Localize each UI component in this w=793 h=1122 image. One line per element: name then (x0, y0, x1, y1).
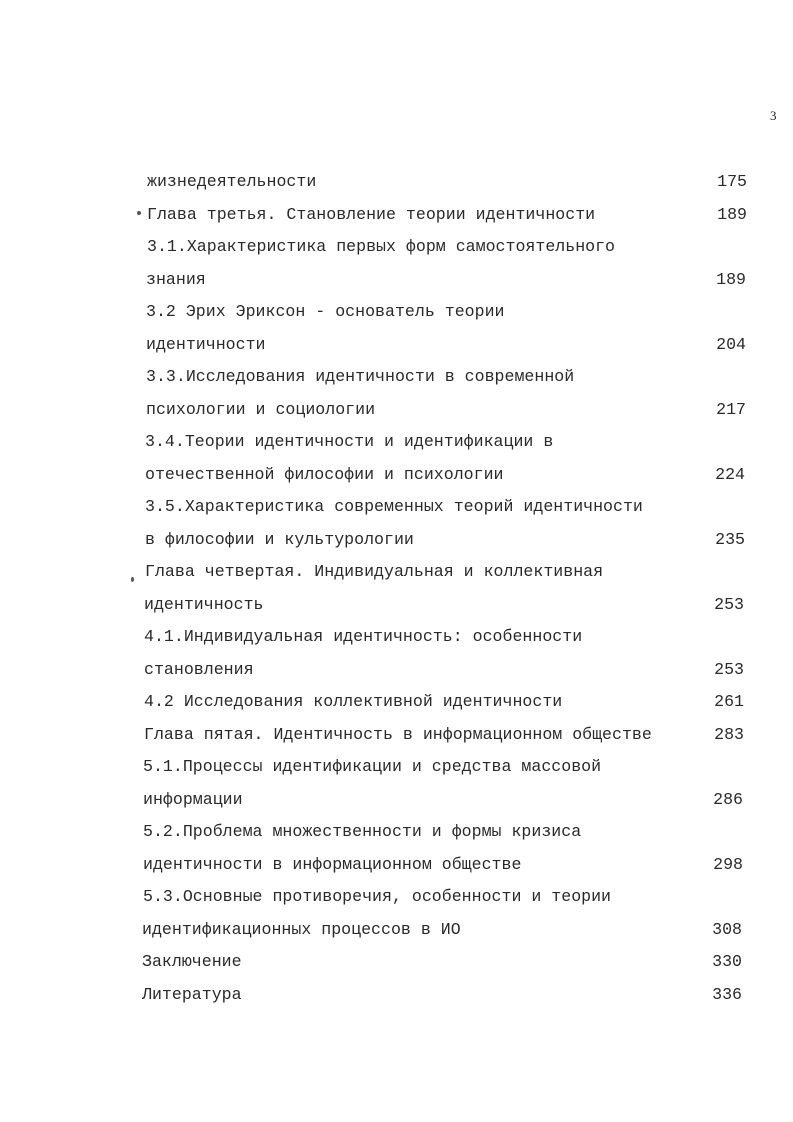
toc-entry-title: идентификационных процессов в ИО (142, 919, 461, 939)
toc-entry (142, 946, 742, 979)
toc-entry (145, 524, 745, 557)
toc-entry-title: 3.5.Характеристика современных теорий идентичности (145, 497, 643, 516)
toc-entry-page: 261 (714, 692, 744, 711)
toc-entry-title: 3.1.Характеристика первых форм самостоятельного (147, 237, 616, 256)
toc-entry-page: 283 (714, 724, 744, 744)
toc-entry-title: идентичности (146, 334, 266, 354)
toc-entry-title: Глава пятая. Идентичность в информационном обществе (144, 724, 652, 744)
toc-entry (146, 329, 746, 362)
toc-entry (145, 426, 745, 459)
toc-entry-page: 204 (716, 334, 746, 354)
toc-entry-title: Глава третья. Становление теории идентичности (147, 204, 596, 224)
toc-entry-page: 224 (715, 464, 745, 484)
toc-entry (145, 491, 745, 524)
toc-entry (147, 199, 747, 232)
toc-entry-title: 5.3.Основные противоречия, особенности и теории (143, 887, 612, 906)
toc-entry (142, 979, 742, 1012)
toc-entry (143, 849, 743, 882)
toc-entry-title: 4.1.Индивидуальная идентичность: особенности (144, 627, 583, 646)
toc-entry (147, 166, 747, 199)
toc-entry (143, 784, 743, 817)
toc-entry-title: 5.2.Проблема множественности и формы кризиса (143, 822, 582, 841)
toc-entry-title: 5.1.Процессы идентификации и средства массовой (143, 757, 602, 776)
toc-entry-page: 235 (715, 529, 745, 549)
toc-entry-page: 330 (712, 952, 742, 971)
toc-entry-page: 308 (712, 919, 742, 939)
toc-entry-title: психологии и социологии (146, 399, 376, 419)
scan-speck (131, 577, 134, 582)
toc-entry-title: отечественной философии и психологии (145, 464, 504, 484)
toc-entry (144, 621, 744, 654)
toc-entry-title: в философии и культурологии (145, 529, 414, 549)
toc-entry-title: 3.2 Эрих Эриксон - основатель теории (146, 302, 505, 321)
toc-entry (146, 296, 746, 329)
toc-entry-title: Литература (142, 984, 242, 1004)
toc-entry (145, 556, 745, 589)
toc-entry-title: идентичность (144, 594, 264, 614)
toc-entry (146, 394, 746, 427)
toc-entry-title: знания (146, 269, 206, 289)
toc-entry (144, 589, 744, 622)
toc-entry (144, 686, 744, 719)
table-of-contents (142, 166, 747, 1011)
toc-entry (143, 881, 743, 914)
toc-entry-page: 336 (712, 984, 742, 1004)
toc-entry (145, 459, 745, 492)
toc-entry-page: 286 (713, 789, 743, 809)
toc-entry-title: жизнедеятельности (147, 172, 317, 191)
toc-entry (146, 264, 746, 297)
toc-entry-page: 217 (716, 399, 746, 419)
toc-entry-title: становления (144, 659, 254, 679)
toc-entry-title: идентичности в информационном обществе (143, 854, 522, 874)
toc-entry-title: информации (143, 789, 243, 809)
toc-entry (143, 751, 743, 784)
toc-entry-title: 3.4.Теории идентичности и идентификации в (145, 432, 554, 451)
page-number: 3 (770, 108, 777, 123)
toc-entry (144, 654, 744, 687)
toc-entry (147, 231, 747, 264)
toc-entry (144, 719, 744, 752)
toc-entry-title: Заключение (142, 952, 242, 971)
toc-entry-page: 253 (714, 659, 744, 679)
toc-entry-page: 298 (713, 854, 743, 874)
toc-entry-title: 4.2 Исследования коллективной идентичности (144, 692, 563, 711)
toc-entry-page: 253 (714, 594, 744, 614)
toc-entry-title: Глава четвертая. Индивидуальная и коллективная (145, 562, 604, 581)
toc-entry-page: 189 (717, 204, 747, 224)
toc-entry (143, 816, 743, 849)
toc-entry (146, 361, 746, 394)
toc-entry-title: 3.3.Исследования идентичности в современной (146, 367, 575, 386)
toc-entry (142, 914, 742, 947)
toc-entry-page: 175 (717, 172, 747, 191)
toc-entry-page: 189 (716, 269, 746, 289)
scan-speck (137, 211, 141, 215)
